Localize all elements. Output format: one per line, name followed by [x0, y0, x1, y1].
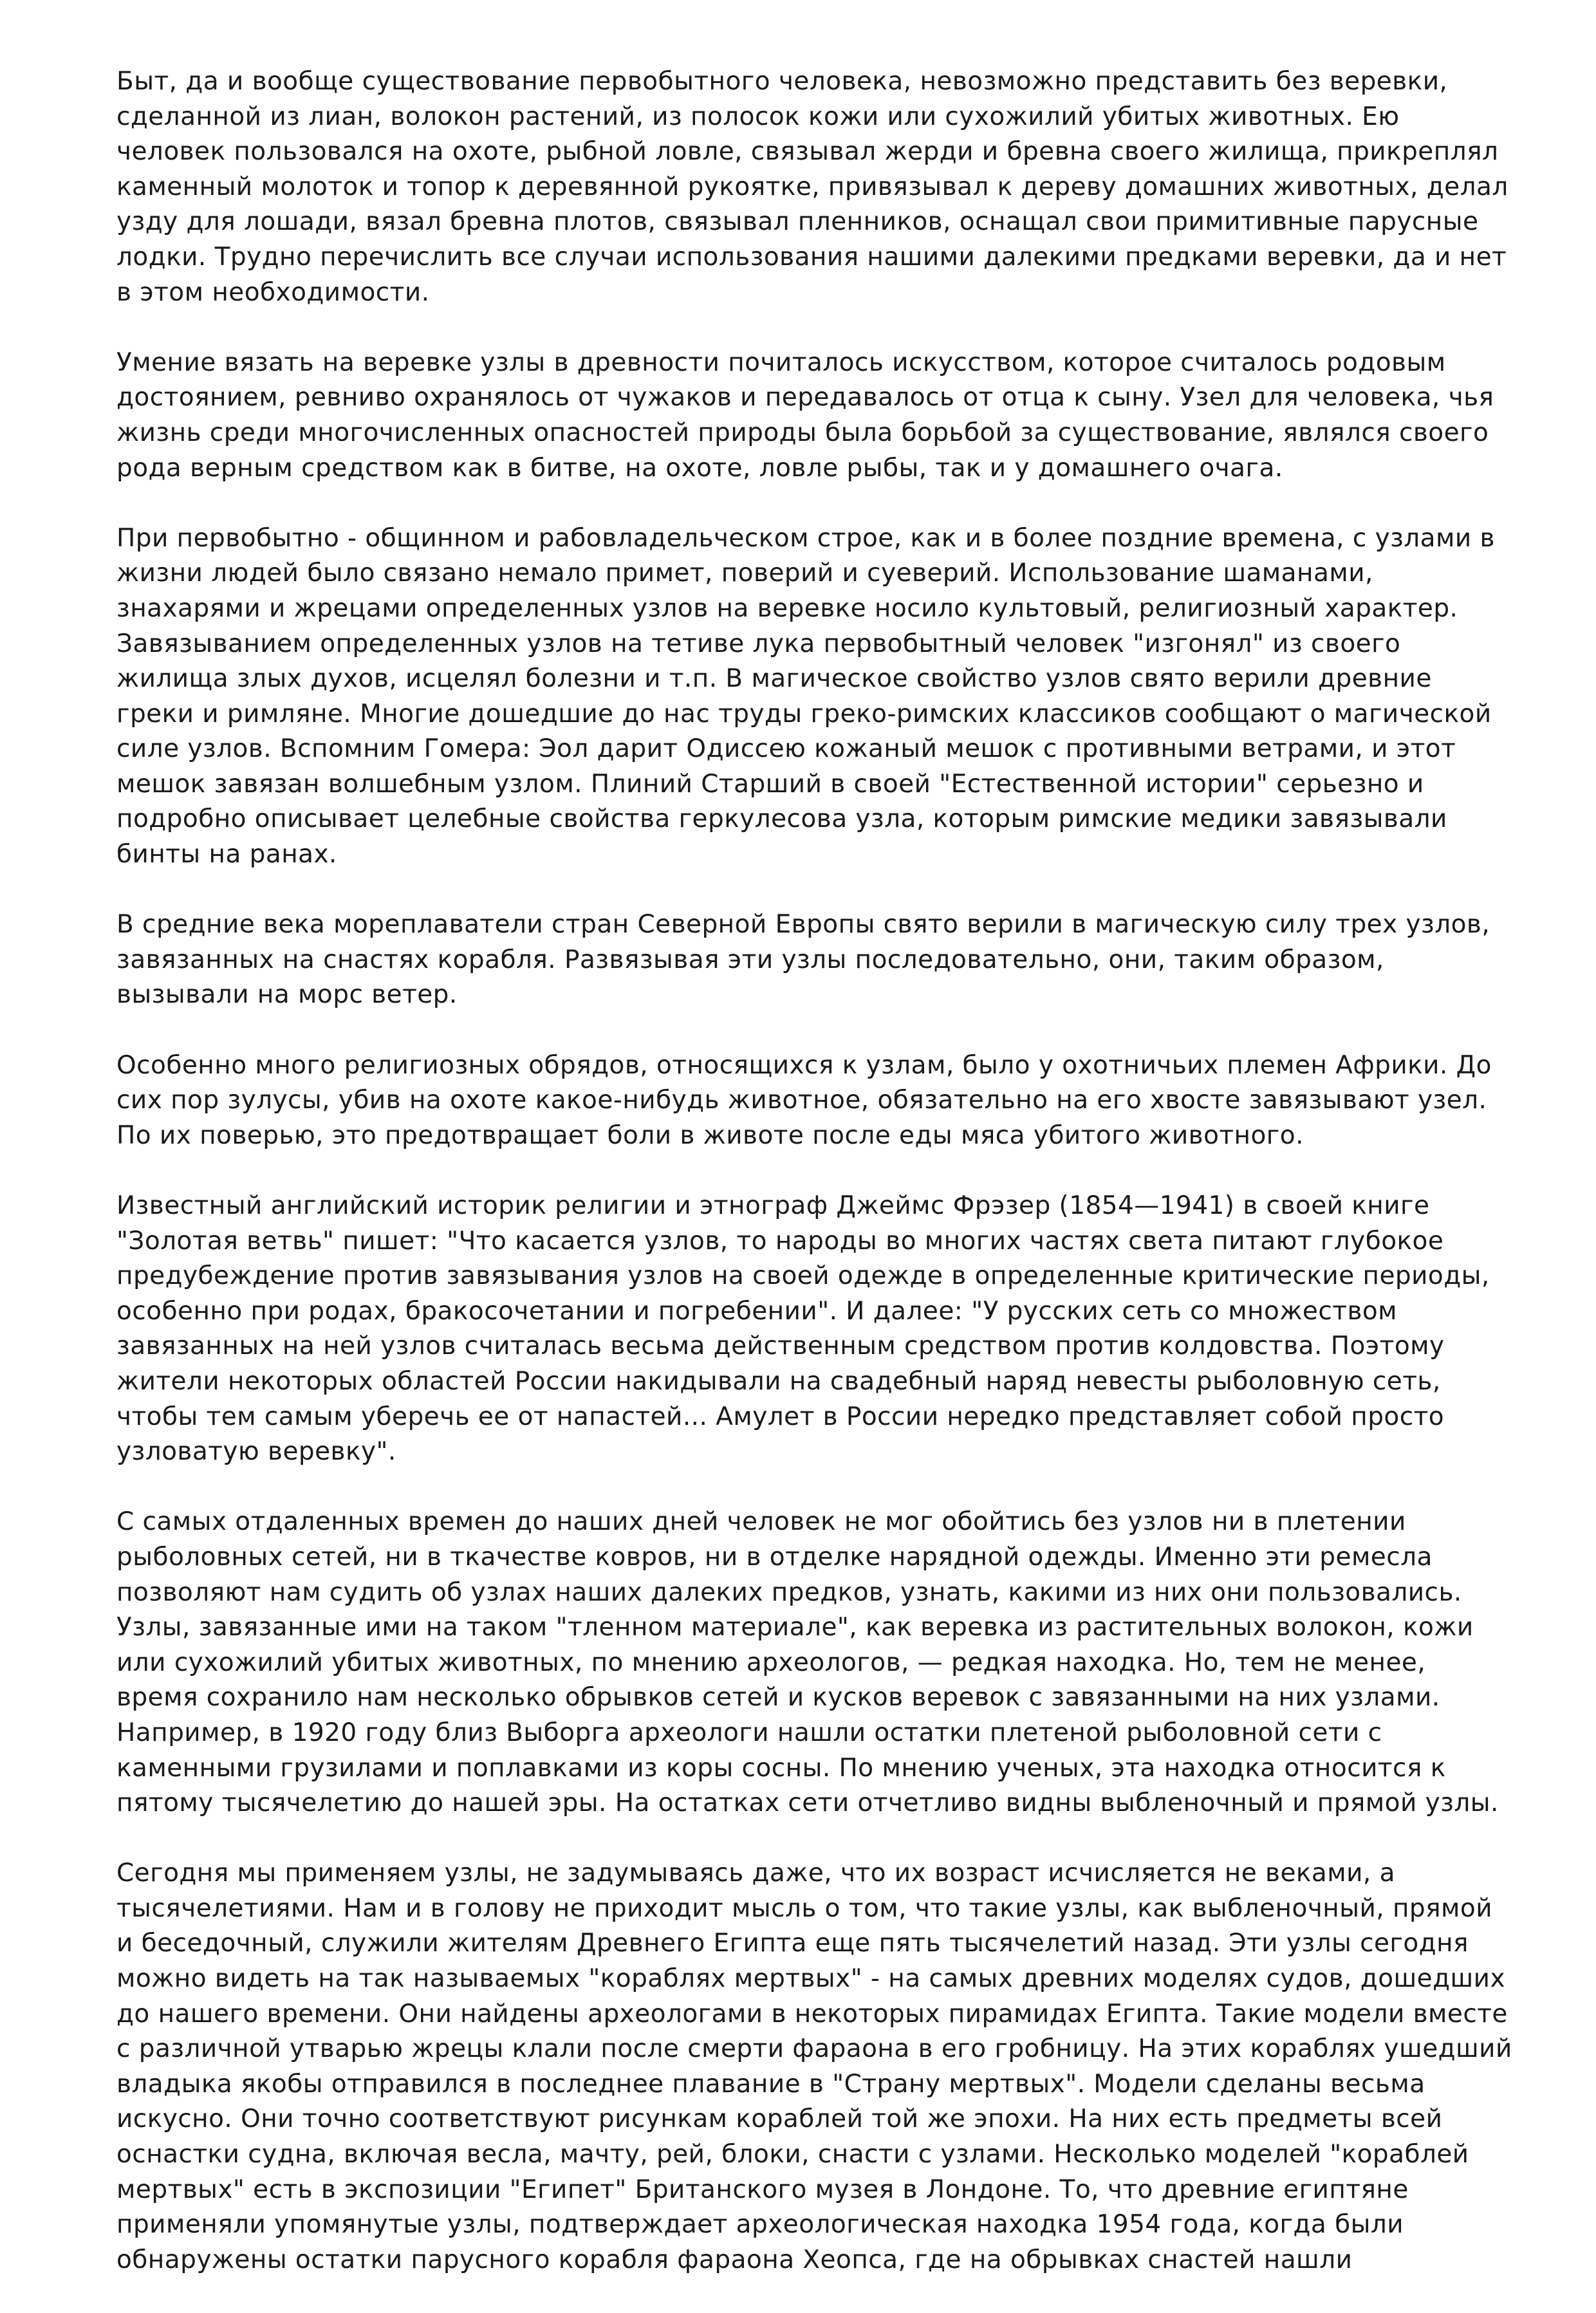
text-line: Завязыванием определенных узлов на тетиве лука первобытный человек "изгонял" из своего — [116, 629, 1401, 658]
text-line: владыка якобы отправился в последнее плавание в "Страну мертвых". Модели сделаны весьма — [116, 2069, 1425, 2099]
text-line: "Золотая ветвь" пишет: "Что касается узлов, то народы во многих частях света питают глубокое — [116, 1226, 1444, 1256]
text-line: завязанных на снастях корабля. Развязывая эти узлы последовательно, они, таким образом, — [116, 945, 1384, 974]
text-line: Быт, да и вообще существование первобытного человека, невозможно представить без веревки, — [116, 67, 1448, 96]
text-line: мешок завязан волшебным узлом. Плиний Старший в своей "Естественной истории" серьезно и — [116, 769, 1424, 799]
text-line: позволяют нам судить об узлах наших далеких предков, узнать, какими из них они пользовались. — [116, 1577, 1462, 1607]
text-line: сих пор зулусы, убив на охоте какое-нибудь животное, обязательно на его хвосте завязывают узел. — [116, 1086, 1487, 1115]
text-line: можно видеть на так называемых "кораблях мертвых" - на самых древних моделях судов, дошедших — [116, 1964, 1505, 1994]
text-line: жители некоторых областей России накидывали на свадебный наряд невесты рыболовную сеть, — [116, 1366, 1441, 1396]
text-line: силе узлов. Вспомним Гомера: Эол дарит Одиссею кожаный мешок с противными ветрами, и этот — [116, 734, 1456, 764]
text-line: При первобытно - общинном и рабовладельческом строе, как и в более поздние времена, с узлами в — [116, 523, 1495, 553]
text-line: Особенно много религиозных обрядов, относящихся к узлам, было у охотничьих племен Африки. До — [116, 1050, 1492, 1080]
text-line: рода верным средством как в битве, на охоте, ловле рыбы, так и у домашнего очага. — [116, 453, 1283, 483]
text-line: жилища злых духов, исцелял болезни и т.п. В магическое свойство узлов свято верили древние — [116, 664, 1432, 694]
paragraph-4 — [116, 907, 1545, 1013]
text-line: мертвых" есть в экспозиции "Египет" Британского музея в Лондоне. То, что древние египтяне — [116, 2175, 1409, 2204]
text-line: подробно описывает целебные свойства геркулесова узла, которым римские медики завязывали — [116, 804, 1447, 834]
text-line: жизнь среди многочисленных опасностей природы была борьбой за существование, являлся своего — [116, 418, 1489, 447]
text-line: узду для лошади, вязал бревна плотов, связывал пленников, оснащал свои примитивные парусные — [116, 207, 1479, 237]
text-line: обнаружены остатки парусного корабля фараона Хеопса, где на обрывках снастей нашли — [116, 2245, 1353, 2274]
paragraph-3 — [116, 521, 1545, 873]
text-line: сделанной из лиан, волокон растений, из полосок кожи или сухожилий убитых животных. Ею — [116, 102, 1400, 131]
text-line: и беседочный, служили жителям Древнего Египта еще пять тысячелетий назад. Эти узлы сегодня — [116, 1929, 1469, 1958]
text-line: искусно. Они точно соответствуют рисункам кораблей той же эпохи. На них есть предметы всей — [116, 2104, 1443, 2134]
text-line: вызывали на морс ветер. — [116, 980, 458, 1010]
text-line: в этом необходимости. — [116, 277, 430, 307]
text-line: до нашего времени. Они найдены археологами в некоторых пирамидах Египта. Такие модели вместе — [116, 1999, 1508, 2029]
text-line: С самых отдаленных времен до наших дней человек не мог обойтись без узлов ни в плетении — [116, 1507, 1406, 1537]
text-line: Сегодня мы применяем узлы, не задумываясь даже, что их возраст исчисляется не веками, а — [116, 1859, 1395, 1888]
text-line: с различной утварью жрецы клали после смерти фараона в его гробницу. На этих кораблях ушедший — [116, 2034, 1512, 2064]
paragraph-6 — [116, 1189, 1545, 1470]
text-line: завязанных на ней узлов считалась весьма действенным средством против колдовства. Поэтому — [116, 1332, 1445, 1361]
text-line: жизни людей было связано немало примет, поверий и суеверий. Использование шаманами, — [116, 559, 1373, 588]
text-line: Узлы, завязанные ими на таком "тленном материале", как веревка из растительных волокон, кожи — [116, 1613, 1474, 1642]
text-line: В средние века мореплаватели стран Северной Европы свято верили в магическую силу трех узлов, — [116, 910, 1490, 940]
text-line: предубеждение против завязывания узлов на своей одежде в определенные критические периоды, — [116, 1261, 1490, 1291]
text-line: человек пользовался на охоте, рыбной ловле, связывал жерди и бревна своего жилища, прикреплял — [116, 137, 1499, 167]
text-line: каменными грузилами и поплавками из коры сосны. По мнению ученых, эта находка относится к — [116, 1753, 1446, 1783]
text-line: бинты на ранах. — [116, 840, 337, 869]
text-line: Умение вязать на веревке узлы в древности почиталось искусством, которое считалось родовым — [116, 348, 1446, 377]
paragraph-7 — [116, 1505, 1545, 1821]
text-line: пятому тысячелетию до нашей эры. На остатках сети отчетливо видны выбленочный и прямой узлы. — [116, 1788, 1499, 1818]
text-line: чтобы тем самым уберечь ее от напастей... Амулет в России нередко представляет собой просто — [116, 1402, 1445, 1431]
text-line: особенно при родах, бракосочетании и погребении". И далее: "У русских сеть со множеством — [116, 1296, 1398, 1326]
text-line: Например, в 1920 году близ Выборга археологи нашли остатки плетеной рыболовной сети с — [116, 1718, 1382, 1747]
text-line: время сохранило нам несколько обрывков сетей и кусков веревок с завязанными на них узлами. — [116, 1683, 1440, 1713]
text-line: или сухожилий убитых животных, по мнению археологов, — редкая находка. Но, тем не менее, — [116, 1648, 1426, 1677]
text-line: каменный молоток и топор к деревянной рукоятке, привязывал к дереву домашних животных, делал — [116, 172, 1508, 201]
paragraph-8 — [116, 1856, 1545, 2278]
paragraph-1 — [116, 64, 1545, 310]
paragraph-5 — [116, 1048, 1545, 1154]
text-line: достоянием, ревниво охранялось от чужаков и передавалось от отца к сыну. Узел для человека, чья — [116, 383, 1494, 413]
text-line: Известный английский историк религии и этнограф Джеймс Фрэзер (1854—1941) в своей книге — [116, 1191, 1430, 1220]
paragraph-2 — [116, 346, 1545, 486]
text-line: тысячелетиями. Нам и в голову не приходит мысль о том, что такие узлы, как выбленочный, прямой — [116, 1893, 1492, 1923]
text-line: греки и римляне. Многие дошедшие до нас труды греко-римских классиков сообщают о магической — [116, 699, 1492, 729]
text-line: рыболовных сетей, ни в ткачестве ковров, ни в отделке нарядной одежды. Именно эти ремесла — [116, 1542, 1433, 1572]
text-line: знахарями и жрецами определенных узлов на веревке носило культовый, религиозный характер. — [116, 593, 1458, 623]
text-line: оснастки судна, включая весла, мачту, рей, блоки, снасти с узлами. Несколько моделей "кораблей — [116, 2140, 1469, 2169]
document-page — [116, 64, 1545, 2313]
text-line: применяли упомянутые узлы, подтверждает археологическая находка 1954 года, когда были — [116, 2210, 1404, 2240]
text-line: узловатую веревку". — [116, 1437, 396, 1467]
text-line: лодки. Трудно перечислить все случаи использования нашими далекими предками веревки, да и нет — [116, 242, 1507, 272]
text-line: По их поверью, это предотвращает боли в животе после еды мяса убитого животного. — [116, 1120, 1304, 1150]
